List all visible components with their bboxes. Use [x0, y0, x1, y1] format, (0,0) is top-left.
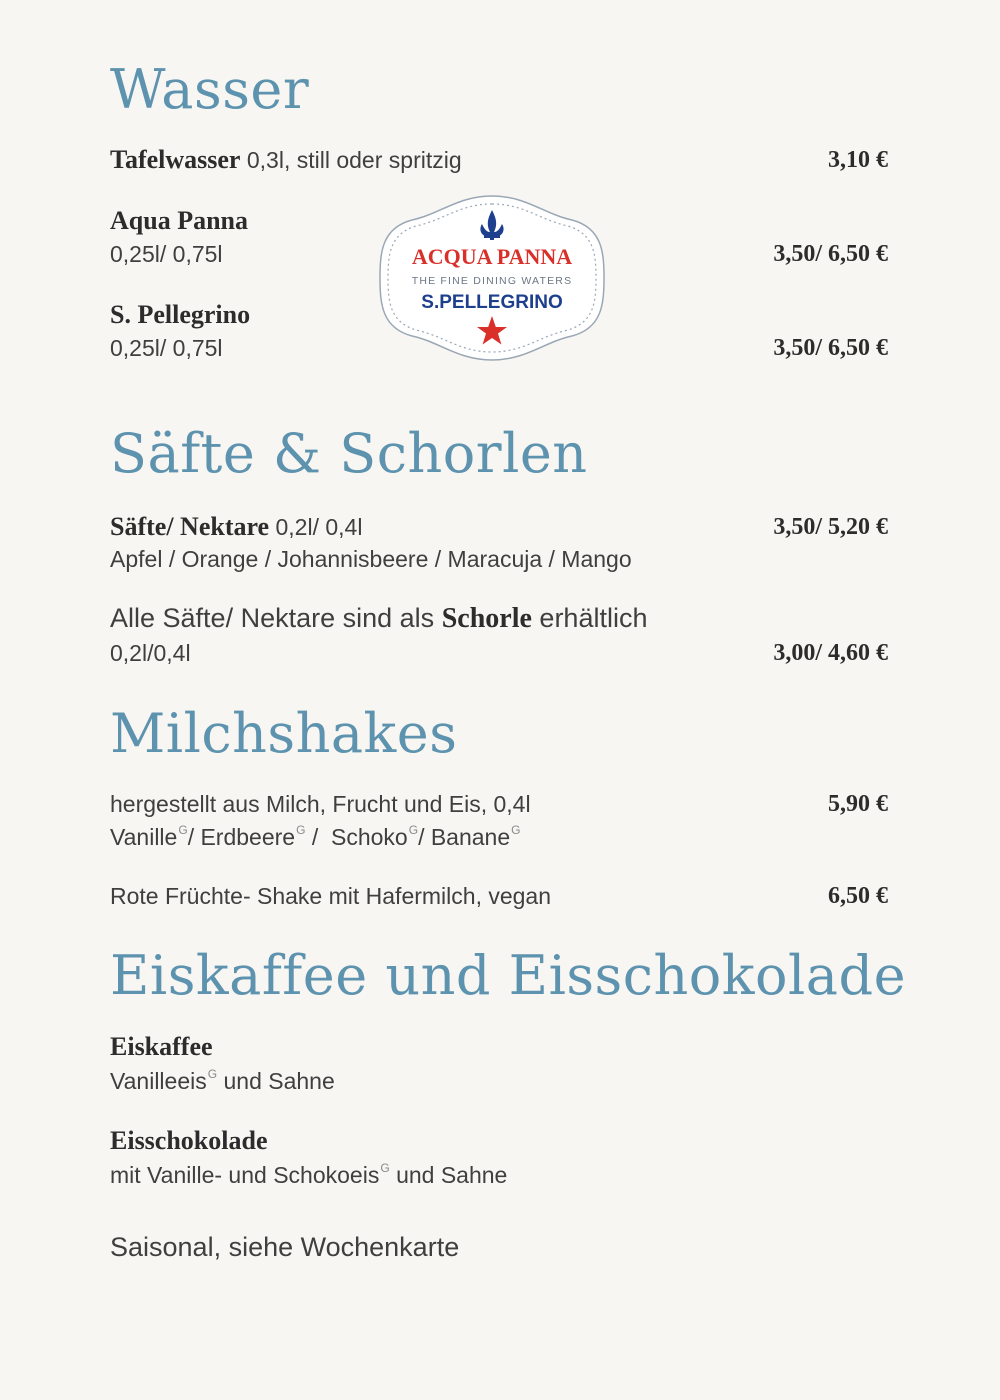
flavor-banane: Banane — [430, 824, 511, 850]
flavor-vanille: Vanille — [110, 824, 178, 850]
item-eiskaffee-name — [110, 1032, 213, 1062]
item-nektare — [110, 512, 362, 542]
desc-part: und Sahne — [223, 1068, 335, 1094]
schorle-text-after: erhältlich — [539, 603, 648, 633]
desc-part: und Sahne — [396, 1162, 508, 1188]
gluten-footnote: G — [296, 823, 306, 837]
gluten-footnote: G — [511, 823, 521, 837]
item-schorle — [110, 603, 647, 635]
logo-line-fine-dining: THE FINE DINING WATERS — [411, 275, 573, 287]
gluten-footnote: G — [380, 1161, 390, 1175]
item-pellegrino-sizes: 0,25l/ 0,75l — [110, 335, 223, 361]
price-tafelwasser: 3,10 € — [828, 147, 888, 173]
item-eisschokolade-name — [110, 1126, 268, 1156]
logo-line-acqua-panna: ACQUA PANNA — [411, 244, 573, 269]
flavor-erdbeere: Erdbeere — [200, 824, 296, 850]
item-eiskaffee-desc — [110, 1067, 335, 1095]
logo-line-pellegrino: S.PELLEGRINO — [421, 292, 563, 313]
schorle-text-before: Alle Säfte/ Nektare sind als — [110, 603, 435, 633]
section-heading-milchshakes: Milchshakes — [110, 702, 458, 765]
item-name: Säfte/ Nektare — [110, 512, 270, 541]
price-aqua-panna: 3,50/ 6,50 € — [773, 241, 888, 267]
item-schorle-sizes: 0,2l/0,4l — [110, 640, 191, 666]
acqua-panna-pellegrino-logo — [376, 192, 608, 364]
item-shake-desc: hergestellt aus Milch, Frucht und Eis, 0,4l — [110, 791, 531, 817]
price-pellegrino: 3,50/ 6,50 € — [773, 335, 888, 361]
item-name: Eisschokolade — [110, 1126, 268, 1155]
section-heading-saefte: Säfte & Schorlen — [110, 422, 588, 485]
item-name: Eiskaffee — [110, 1032, 213, 1061]
item-desc: 0,3l, still oder spritzig — [246, 147, 462, 173]
item-sizes: 0,2l/ 0,4l — [275, 514, 363, 540]
price-schorle: 3,00/ 4,60 € — [773, 640, 888, 666]
section-heading-eis: Eiskaffee und Eisschokolade — [110, 944, 907, 1007]
item-name: S. Pellegrino — [110, 300, 251, 329]
item-aqua-panna-name — [110, 206, 248, 236]
item-nektare-flavors: Apfel / Orange / Johannisbeere / Maracuja / Mango — [110, 546, 632, 572]
price-nektare: 3,50/ 5,20 € — [773, 514, 888, 540]
item-tafelwasser — [110, 145, 462, 175]
section-heading-wasser: Wasser — [110, 58, 310, 121]
item-eisschokolade-desc — [110, 1161, 507, 1189]
item-name: Tafelwasser — [110, 145, 241, 174]
item-shake-flavors: Vanille$^G$/ Erdbeere$^G$ / Schoko$^G$/ Banane$^G$ — [110, 823, 521, 850]
desc-part: mit Vanille- und Schokoeis — [110, 1162, 380, 1188]
gluten-footnote: G — [408, 823, 419, 837]
schorle-bold: Schorle — [441, 603, 532, 634]
item-aqua-panna-sizes: 0,25l/ 0,75l — [110, 241, 223, 267]
flavor-schoko: Schoko — [331, 824, 408, 850]
saisonal-note: Saisonal, siehe Wochenkarte — [110, 1232, 460, 1262]
price-vegan-shake: 6,50 € — [828, 883, 888, 909]
price-shake: 5,90 € — [828, 791, 888, 817]
gluten-footnote: G — [207, 1067, 218, 1081]
item-vegan-shake: Rote Früchte- Shake mit Hafermilch, vegan — [110, 883, 552, 909]
gluten-footnote: G — [178, 823, 188, 837]
item-name: Aqua Panna — [110, 206, 248, 235]
item-pellegrino-name — [110, 300, 250, 330]
desc-part: Vanilleeis — [110, 1068, 207, 1094]
